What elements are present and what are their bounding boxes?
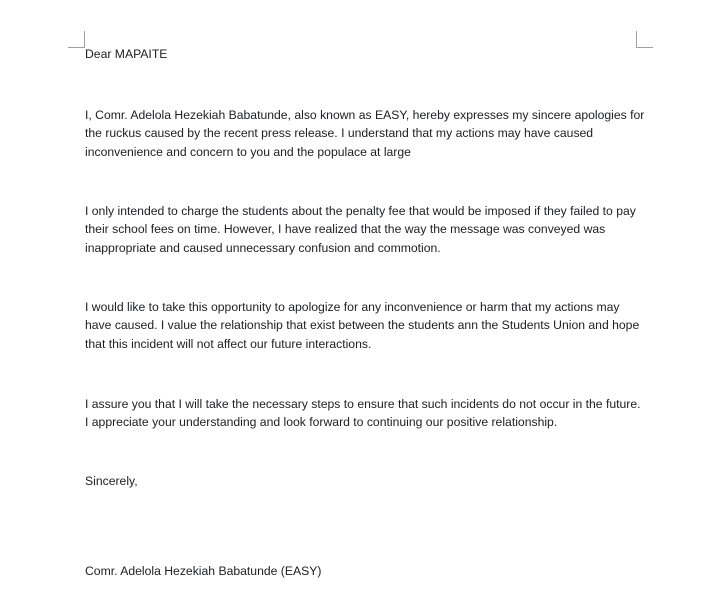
closing: Sincerely, — [85, 474, 138, 488]
signature: Comr. Adelola Hezekiah Babatunde (EASY) — [85, 564, 322, 578]
salutation: Dear MAPAITE — [85, 47, 168, 61]
paragraph-relationship: I would like to take this opportunity to apologize for any inconvenience or harm that my actions may have caused. I value the relationship that exist between the students ann the Students Union and hope that this incident will not affect our future interactions. — [85, 300, 640, 351]
paragraph-assurance: I assure you that I will take the necessary steps to ensure that such incidents do not occur in the future. I appreciate your understanding and look forward to continuing our positive relationship. — [85, 397, 641, 430]
paragraph-apology: I, Comr. Adelola Hezekiah Babatunde, also known as EASY, hereby expresses my sincere apologies for the ruckus caused by the recent press release. I understand that my actions may have caused inconvenience and concern to you and the populace at large — [85, 108, 645, 159]
margin-corner-top-left — [68, 31, 85, 48]
paragraph-intent: I only intended to charge the students about the penalty fee that would be imposed if they failed to pay their school fees on time. However, I have realized that the way the message was conveyed was inappropriate and caused unnecessary confusion and commotion. — [85, 204, 636, 255]
